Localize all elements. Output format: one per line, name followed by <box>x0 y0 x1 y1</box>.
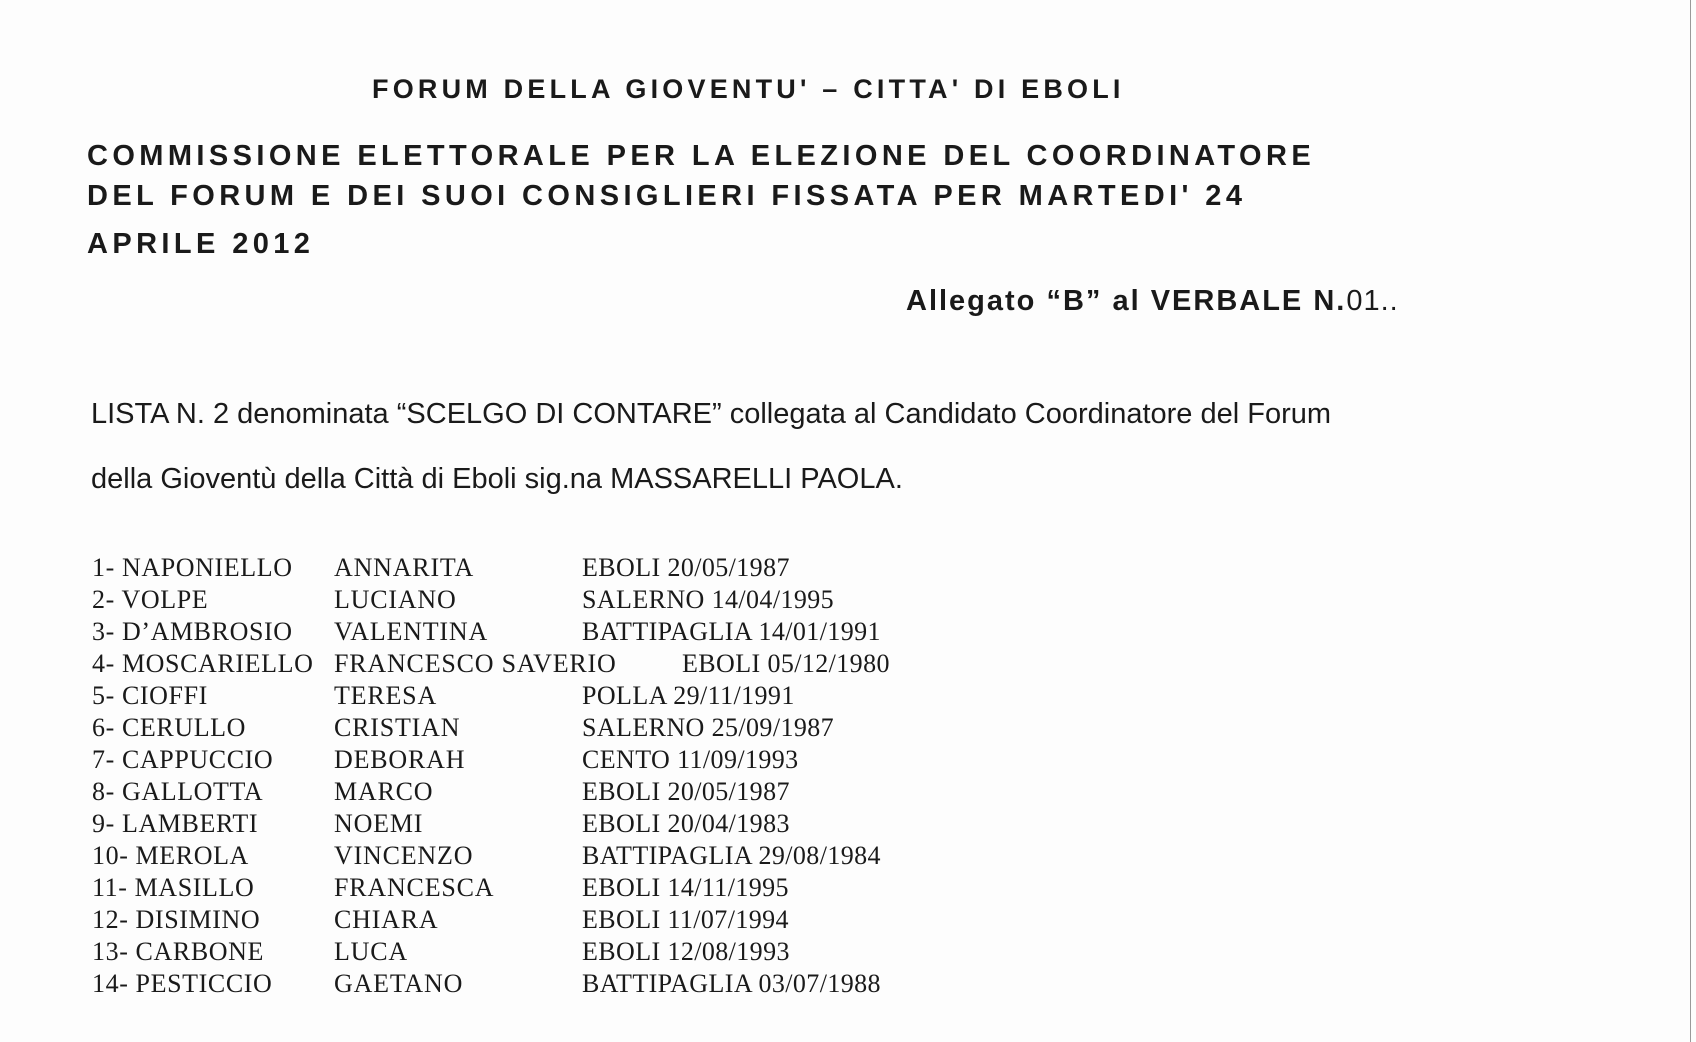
allegato-number: 01.. <box>1346 285 1399 317</box>
allegato-reference <box>906 285 1399 318</box>
candidate-surname: 3- D’AMBROSIO <box>92 617 293 646</box>
allegato-label: Allegato “B” al VERBALE N. <box>906 285 1347 317</box>
candidate-surname: 10- MEROLA <box>92 841 249 870</box>
candidate-first-name: GAETANO <box>334 969 464 998</box>
candidate-birth: BATTIPAGLIA 14/01/1991 <box>582 617 881 646</box>
candidate-first-name: VINCENZO <box>334 841 474 870</box>
candidate-first-name: DEBORAH <box>334 745 466 774</box>
candidate-first-name: CHIARA <box>334 905 439 934</box>
candidate-surname: 8- GALLOTTA <box>92 777 264 806</box>
candidate-birth: SALERNO 14/04/1995 <box>582 585 835 614</box>
candidate-birth: CENTO 11/09/1993 <box>582 745 799 774</box>
candidate-first-name: LUCA <box>334 937 408 966</box>
lista-line-1: LISTA N. 2 denominata “SCELGO DI CONTARE” collegata al Candidato Coordinatore del Forum <box>91 398 1332 430</box>
candidate-surname: 1- NAPONIELLO <box>92 553 293 582</box>
candidate-birth: BATTIPAGLIA 03/07/1988 <box>582 969 881 998</box>
candidate-birth: EBOLI 20/05/1987 <box>582 553 790 582</box>
candidate-birth: EBOLI 20/05/1987 <box>582 777 790 806</box>
candidate-surname: 14- PESTICCIO <box>92 969 273 998</box>
candidate-birth: EBOLI 05/12/1980 <box>682 649 890 678</box>
candidate-birth: EBOLI 14/11/1995 <box>582 873 789 902</box>
candidate-first-name: LUCIANO <box>334 585 457 614</box>
candidate-first-name: FRANCESCO SAVERIO <box>334 649 617 678</box>
candidate-birth: EBOLI 12/08/1993 <box>582 937 790 966</box>
candidate-birth: POLLA 29/11/1991 <box>582 681 795 710</box>
candidate-surname: 9- LAMBERTI <box>92 809 259 838</box>
candidate-surname: 6- CERULLO <box>92 713 247 742</box>
candidate-birth: EBOLI 11/07/1994 <box>582 905 789 934</box>
candidate-surname: 11- MASILLO <box>92 873 255 902</box>
candidate-surname: 12- DISIMINO <box>92 905 261 934</box>
lista-line-2: della Gioventù della Città di Eboli sig.na MASSARELLI PAOLA. <box>91 463 903 495</box>
candidate-first-name: NOEMI <box>334 809 424 838</box>
candidate-first-name: FRANCESCA <box>334 873 495 902</box>
candidate-surname: 2- VOLPE <box>92 585 209 614</box>
candidate-first-name: MARCO <box>334 777 434 806</box>
header-title: FORUM DELLA GIOVENTU' – CITTA' DI EBOLI <box>372 74 1125 104</box>
candidate-birth: EBOLI 20/04/1983 <box>582 809 790 838</box>
candidate-surname: 4- MOSCARIELLO <box>92 649 314 678</box>
candidate-surname: 7- CAPPUCCIO <box>92 745 274 774</box>
candidate-first-name: ANNARITA <box>334 553 475 582</box>
candidate-first-name: VALENTINA <box>334 617 489 646</box>
candidate-birth: BATTIPAGLIA 29/08/1984 <box>582 841 881 870</box>
candidate-surname: 5- CIOFFI <box>92 681 208 710</box>
commission-line-3: APRILE 2012 <box>87 228 315 260</box>
scan-edge-line <box>1690 0 1691 1042</box>
commission-line-1: COMMISSIONE ELETTORALE PER LA ELEZIONE DEL COORDINATORE <box>87 140 1316 172</box>
candidate-birth: SALERNO 25/09/1987 <box>582 713 835 742</box>
candidate-first-name: TERESA <box>334 681 438 710</box>
commission-line-2: DEL FORUM E DEI SUOI CONSIGLIERI FISSATA PER MARTEDI' 24 <box>87 180 1247 212</box>
candidate-first-name: CRISTIAN <box>334 713 461 742</box>
candidate-surname: 13- CARBONE <box>92 937 264 966</box>
